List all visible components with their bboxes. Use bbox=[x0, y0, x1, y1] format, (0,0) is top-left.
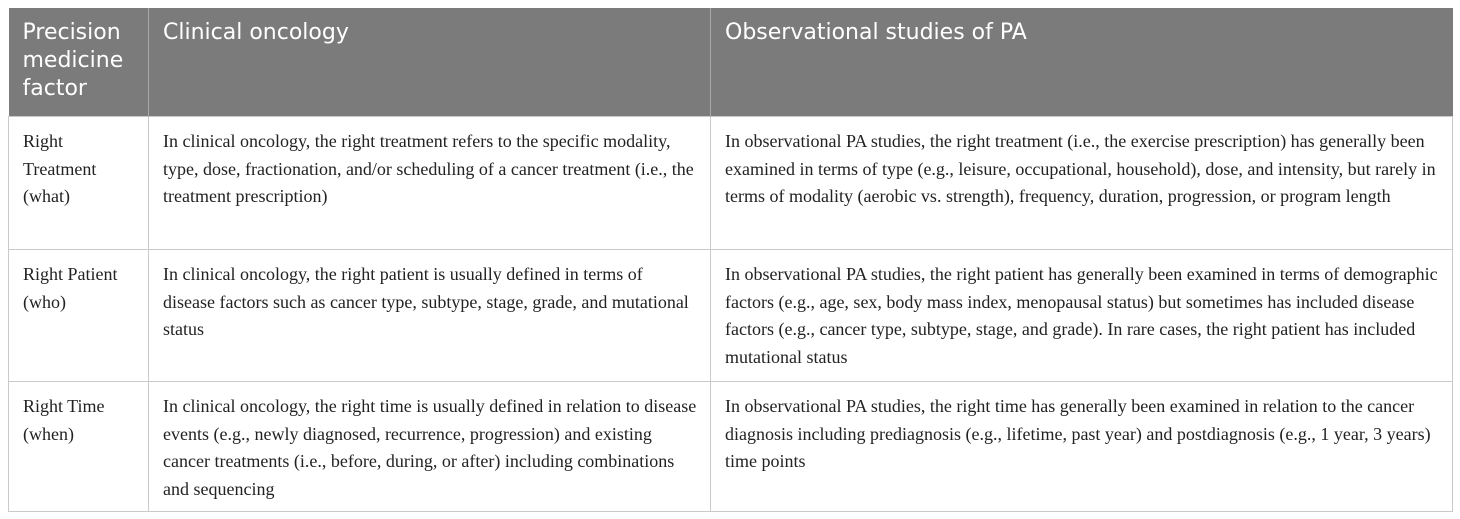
clinical-cell: In clinical oncology, the right patient is usually defined in terms of disease factors such as cancer type, subtype, stage, grade, and mutational status bbox=[149, 250, 711, 382]
header-row bbox=[9, 8, 1453, 117]
factor-cell: Right Treatment (what) bbox=[9, 117, 149, 250]
header-precision-medicine-factor: Precision medicine factor bbox=[9, 8, 149, 117]
observational-cell: In observational PA studies, the right patient has generally been examined in terms of demographic factors (e.g., age, sex, body mass index, menopausal status) but sometimes has included disease factors (e.g., cancer type, subtype, stage, and grade). In rare cases, the right patient has included mutational status bbox=[711, 250, 1453, 382]
table-header bbox=[9, 8, 1453, 117]
clinical-cell: In clinical oncology, the right treatment refers to the specific modality, type, dose, fractionation, and/or scheduling of a cancer treatment (i.e., the treatment prescription) bbox=[149, 117, 711, 250]
table-row bbox=[9, 250, 1453, 382]
comparison-table-container bbox=[8, 8, 1452, 512]
table-row bbox=[9, 382, 1453, 512]
factor-cell: Right Time (when) bbox=[9, 382, 149, 512]
header-observational-studies: Observational studies of PA bbox=[711, 8, 1453, 117]
table-row bbox=[9, 117, 1453, 250]
comparison-table bbox=[8, 8, 1453, 512]
factor-cell: Right Patient (who) bbox=[9, 250, 149, 382]
observational-cell: In observational PA studies, the right time has generally been examined in relation to the cancer diagnosis including prediagnosis (e.g., lifetime, past year) and postdiagnosis (e.g., 1 year, 3 years) time points bbox=[711, 382, 1453, 512]
observational-cell: In observational PA studies, the right treatment (i.e., the exercise prescription) has generally been examined in terms of type (e.g., leisure, occupational, household), dose, and intensity, but rarely in terms of modality (aerobic vs. strength), frequency, duration, progression, or program length bbox=[711, 117, 1453, 250]
table-body bbox=[9, 117, 1453, 512]
clinical-cell: In clinical oncology, the right time is usually defined in relation to disease events (e.g., newly diagnosed, recurrence, progression) and existing cancer treatments (i.e., before, during, or after) including combinations and sequencing bbox=[149, 382, 711, 512]
header-clinical-oncology: Clinical oncology bbox=[149, 8, 711, 117]
